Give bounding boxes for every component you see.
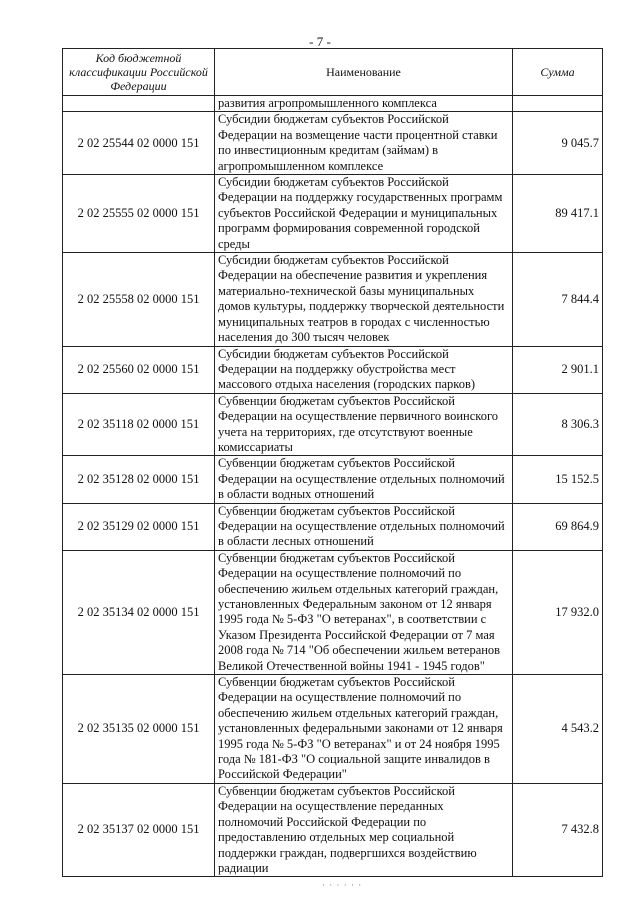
row-code: 2 02 35128 02 0000 151 — [63, 456, 215, 503]
table-row — [63, 456, 603, 503]
row-code: 2 02 25560 02 0000 151 — [63, 346, 215, 393]
row-sum: 17 932.0 — [513, 550, 603, 674]
row-name: Субсидии бюджетам субъектов Российской Федерации на возмещение части процентной ставки по инвестиционным кредитам (займам) в агропромышленном комплексе — [215, 112, 513, 175]
table-row — [63, 675, 603, 784]
header-name: Наименование — [215, 49, 513, 96]
row-sum: 8 306.3 — [513, 393, 603, 456]
table-row — [63, 175, 603, 253]
row-sum: 7 844.4 — [513, 253, 603, 346]
table-row — [63, 96, 603, 112]
row-name: Субсидии бюджетам субъектов Российской Федерации на поддержку обустройства мест массового отдыха населения (городских парков) — [215, 346, 513, 393]
budget-table — [62, 48, 603, 877]
row-name: Субвенции бюджетам субъектов Российской Федерации на осуществление полномочий по обеспечению жильем отдельных категорий граждан, установленных федеральными законами от 12 января 1995 года № 5-ФЗ "О ветеранах" и от 24 ноября 1995 года № 181-ФЗ "О социальной защите инвалидов в Российской Федерации" — [215, 675, 513, 784]
row-sum: 7 432.8 — [513, 783, 603, 876]
table-row — [63, 503, 603, 550]
row-code: 2 02 25555 02 0000 151 — [63, 175, 215, 253]
row-name: развития агропромышленного комплекса — [215, 96, 513, 112]
row-sum: 15 152.5 — [513, 456, 603, 503]
row-code: 2 02 35118 02 0000 151 — [63, 393, 215, 456]
row-name: Субсидии бюджетам субъектов Российской Федерации на поддержку государственных программ субъектов Российской Федерации и муниципальных программ формирования современной городской среды — [215, 175, 513, 253]
row-name: Субвенции бюджетам субъектов Российской Федерации на осуществление первичного воинского учета на территориях, где отсутствуют военные комиссариаты — [215, 393, 513, 456]
row-sum — [513, 96, 603, 112]
table-header-row — [63, 49, 603, 96]
row-sum: 9 045.7 — [513, 112, 603, 175]
row-code: 2 02 35134 02 0000 151 — [63, 550, 215, 674]
table-row — [63, 346, 603, 393]
row-code: 2 02 25558 02 0000 151 — [63, 253, 215, 346]
row-name: Субвенции бюджетам субъектов Российской Федерации на осуществление переданных полномочий Российской Федерации по предоставлению отдельных мер социальной поддержки граждан, подвергшихся воздействию радиации — [215, 783, 513, 876]
header-sum: Сумма — [513, 49, 603, 96]
table-row — [63, 253, 603, 346]
table-row — [63, 112, 603, 175]
row-code: 2 02 35137 02 0000 151 — [63, 783, 215, 876]
table-row — [63, 550, 603, 674]
row-name: Субвенции бюджетам субъектов Российской Федерации на осуществление отдельных полномочий в области лесных отношений — [215, 503, 513, 550]
row-code — [63, 96, 215, 112]
row-code: 2 02 35135 02 0000 151 — [63, 675, 215, 784]
table-row — [63, 783, 603, 876]
row-sum: 89 417.1 — [513, 175, 603, 253]
row-code: 2 02 25544 02 0000 151 — [63, 112, 215, 175]
row-code: 2 02 35129 02 0000 151 — [63, 503, 215, 550]
row-name: Субвенции бюджетам субъектов Российской Федерации на осуществление полномочий по обеспечению жильем отдельных категорий граждан, установленных Федеральным законом от 12 января 1995 года № 5-ФЗ "О ветеранах", в соответствии с Указом Президента Российской Федерации от 7 мая 2008 года № 714 "Об обеспечении жильем ветеранов Великой Отечественной войны 1941 - 1945 годов" — [215, 550, 513, 674]
page-number: - 7 - — [309, 34, 331, 49]
header-code: Код бюджетной классификации Российской Федерации — [63, 49, 215, 96]
row-sum: 4 543.2 — [513, 675, 603, 784]
row-name: Субвенции бюджетам субъектов Российской Федерации на осуществление отдельных полномочий в области водных отношений — [215, 456, 513, 503]
scan-mark: · · · · · · — [322, 880, 363, 890]
row-sum: 69 864.9 — [513, 503, 603, 550]
row-sum: 2 901.1 — [513, 346, 603, 393]
row-name: Субсидии бюджетам субъектов Российской Федерации на обеспечение развития и укрепления материально-технической базы муниципальных домов культуры, поддержку творческой деятельности муниципальных театров в городах с численностью населения до 300 тысяч человек — [215, 253, 513, 346]
table-row — [63, 393, 603, 456]
